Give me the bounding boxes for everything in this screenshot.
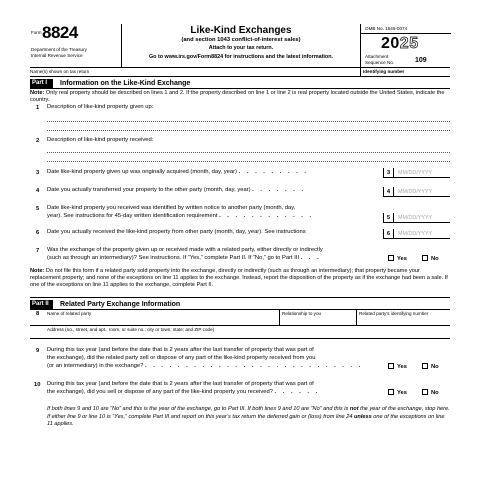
line-10-yes[interactable] (388, 389, 407, 396)
footer-text-b: the year of the exchange, stop here. If either line 9 or line 10 is “Yes,” complete Part III and report on this year’s tax return the (47, 406, 450, 420)
part-1-note (30, 90, 450, 104)
tax-year-suffix: 25 (399, 35, 419, 52)
line-4-box-number: 4 (384, 187, 394, 197)
footer-text-c: deferred gain or (loss) from line 24 (266, 413, 354, 420)
line-9-no-checkbox[interactable] (422, 363, 428, 369)
line-5-box-number: 5 (384, 213, 394, 223)
line-2 (30, 132, 450, 164)
attach-instruction: Attach to your tax return. (208, 45, 274, 51)
line-3-box-number: 3 (384, 168, 394, 178)
omb-block (360, 24, 450, 68)
line-1-input-b[interactable] (47, 130, 450, 131)
line-4-text (47, 187, 306, 195)
line-6-number: 6 (36, 230, 40, 236)
line-9-yes[interactable] (388, 363, 407, 370)
sequence-label: Sequence No. (365, 59, 395, 65)
line-7-label: (such as through an intermediary)? See instructions. If “Yes,” complete Part II. If “No,” go to Part III (47, 255, 300, 261)
name-field-label[interactable]: Name(s) shown on tax return (30, 69, 90, 74)
related-party-id-field[interactable] (356, 310, 450, 326)
line-5-leader: . . . . . . . . . . . . (219, 213, 314, 219)
part-1-title: Information on the Like-Kind Exchange (60, 80, 191, 87)
part-2-tag: Part II (30, 300, 53, 309)
department-name: Department of the Treasury (31, 47, 87, 52)
form-header (30, 24, 450, 68)
related-party-name-field[interactable] (45, 310, 279, 326)
part-1-tag: Part I (30, 79, 53, 88)
line-10-no-label: No (431, 390, 439, 396)
line-5-label: year). See instructions for 45-day written identification requirement (47, 213, 218, 219)
line-3-label: Date like-kind property given up was originally acquired (month, day, year) (47, 169, 237, 175)
line-10-text-b (47, 389, 320, 397)
line-4-date-placeholder: MM/DD/YYYY (398, 189, 433, 195)
line-7-no-label: No (431, 256, 439, 262)
line-10-text-a: During this tax year (and before the date that is 2 years after the last transfer of property that was part of (47, 381, 314, 387)
line-10 (30, 375, 450, 402)
line-5 (30, 202, 450, 226)
line-7-text-b (47, 255, 321, 263)
omb-divider (361, 33, 451, 34)
attachment-label: Attachment (365, 54, 389, 59)
line-2-text: Description of like-kind property received: (47, 137, 154, 143)
line-1 (30, 104, 450, 132)
line-10-no[interactable] (422, 389, 439, 396)
identifying-number-label: Identifying number (363, 69, 405, 74)
line-10-label: the exchange), did you sell or dispose of any part of the like-kind property you received? (47, 389, 273, 395)
line-2-number: 2 (36, 138, 40, 144)
tax-year-prefix: 20 (381, 35, 400, 52)
line-7-yes-label: Yes (397, 256, 407, 262)
line-7-yes[interactable] (388, 255, 407, 262)
note-text: Only real property should be described on lines 1 and 2. If the property described on line 1 or line 2 is real property located outside the United States, indicate the country. (30, 90, 445, 103)
line-9-label: (or an intermediary) in the exchange? (47, 363, 144, 369)
line-7-yes-checkbox[interactable] (388, 255, 394, 261)
line-6-text: Date you actually received the like-kind property from other party (month, day, year). See instructions (47, 229, 306, 235)
irs-name: Internal Revenue Service (31, 53, 83, 58)
line-7-number: 7 (36, 248, 40, 254)
line-3-leader: . . . . . . . . . (238, 169, 309, 175)
line-8-row (30, 310, 450, 326)
line-6-date-field[interactable] (383, 229, 450, 239)
line-5-number: 5 (36, 206, 40, 212)
line-9-text-a: During this tax year (and before the date that is 2 years after the last transfer of property that was part of (47, 347, 314, 353)
form-number: 8824 (42, 23, 78, 42)
line-9-yes-checkbox[interactable] (388, 363, 394, 369)
line-9-leader: . . . . . . . . . . . . . . . . . . . . . . . . . . . (144, 363, 363, 369)
line-3-number: 3 (36, 170, 40, 176)
line-10-leader: . . . . . . (274, 389, 320, 395)
line-9-no-label: No (431, 364, 439, 370)
line-10-yes-checkbox[interactable] (388, 389, 394, 395)
line-1-number: 1 (36, 105, 40, 111)
note-2-text: Do not file this form if a related party sold property into the exchange, directly or indirectly (such as through an intermediary); that property became your replacement property; and none of the exceptions on line 11 applies to the exchange. Instead, report the disposition of the property as if the exchange had been a sale. If one of the exceptions on line 11 applies to the exchange, complete Part II. (30, 268, 448, 288)
part-2-header (30, 300, 450, 310)
tax-year (381, 35, 419, 53)
sequence-number: 109 (415, 57, 427, 64)
line-4-leader: . . . . . . . (252, 187, 306, 193)
related-party-address-label: Address (no., street, and apt., room, or suite no.; city or town; state; and ZIP code) (47, 327, 215, 332)
line-6 (30, 226, 450, 243)
attachment-sequence-label (365, 54, 394, 65)
line-10-yes-label: Yes (397, 390, 407, 396)
line-9-no[interactable] (422, 363, 439, 370)
relationship-field[interactable] (279, 310, 356, 326)
line-5-date-field[interactable] (383, 213, 450, 223)
line-6-box-number: 6 (384, 229, 394, 239)
line-7 (30, 243, 450, 267)
footer-text-a: If both lines 9 and 10 are “No” and this is the year of the exchange, go to Part III. If both lines 9 and 10 are “No” and this is (47, 406, 350, 412)
line-7-leader: . . . (300, 255, 322, 261)
line-5-text-a: Date like-kind property you received was identified by written notice to another party (month, day, (47, 205, 296, 211)
line-7-no-checkbox[interactable] (422, 255, 428, 261)
form-title: Like-Kind Exchanges (190, 25, 292, 36)
line-4-date-field[interactable] (383, 187, 450, 197)
line-3-date-field[interactable] (383, 168, 450, 178)
title-block (122, 24, 360, 68)
line-4-label: Date you actually transferred your property to the other party (month, day, year) (47, 187, 251, 193)
related-party-name-label: Name of related party (47, 311, 92, 316)
line-1-input-a[interactable] (47, 121, 450, 122)
line-7-text-a: Was the exchange of the property given up or received made with a related party, either directly or indirectly (47, 247, 323, 253)
line-6-date-placeholder: MM/DD/YYYY (398, 231, 433, 237)
related-party-id-label: Related party’s identifying number (359, 311, 429, 316)
line-10-no-checkbox[interactable] (422, 389, 428, 395)
footer-not: not (349, 406, 359, 412)
note-2-label: Note: (30, 268, 45, 274)
line-1-text: Description of like-kind property given up: (47, 104, 154, 110)
line-2-input-b[interactable] (47, 161, 450, 162)
related-party-address-field[interactable] (30, 326, 450, 339)
line-9-number: 9 (36, 348, 40, 354)
part-2-title: Related Party Exchange Information (60, 301, 181, 308)
line-3-text (47, 169, 309, 177)
part-1-header (30, 79, 450, 89)
line-9-text-c (47, 363, 363, 371)
form-id-block (30, 24, 122, 68)
line-4-number: 4 (36, 188, 40, 194)
omb-number: OMB No. 1545-0074 (365, 26, 408, 31)
part-2-instructions (30, 406, 450, 429)
line-4 (30, 184, 450, 202)
goto-instruction: Go to www.irs.gov/Form8824 for instructions and the latest information. (148, 54, 333, 60)
department-block (31, 47, 87, 59)
line-3 (30, 164, 450, 184)
line-8-number: 8 (36, 311, 40, 317)
line-7-no[interactable] (422, 255, 439, 262)
footer-unless: unless (354, 413, 372, 420)
line-10-number: 10 (34, 382, 41, 388)
relationship-label: Relationship to you (282, 311, 322, 316)
line-2-input-a[interactable] (47, 152, 450, 153)
line-9-yes-label: Yes (397, 364, 407, 370)
identifying-number-field[interactable] (360, 68, 450, 77)
form-word: Form (31, 30, 42, 35)
footer-text-d: one of the exceptions on line 11 applies. (47, 413, 445, 427)
line-5-text-b (47, 213, 314, 221)
line-9 (30, 339, 450, 375)
line-5-date-placeholder: MM/DD/YYYY (398, 215, 433, 221)
name-row (30, 68, 450, 77)
line-3-date-placeholder: MM/DD/YYYY (398, 170, 433, 176)
note-label: Note: (30, 90, 45, 96)
form-subtitle: (and section 1043 conflict-of-interest sales) (181, 37, 301, 43)
line-9-text-b: the exchange), did the related party sell or dispose of any part of the like-kind property received from you (47, 355, 316, 361)
part-1-note-2 (30, 268, 450, 298)
form-8824 (30, 24, 450, 429)
